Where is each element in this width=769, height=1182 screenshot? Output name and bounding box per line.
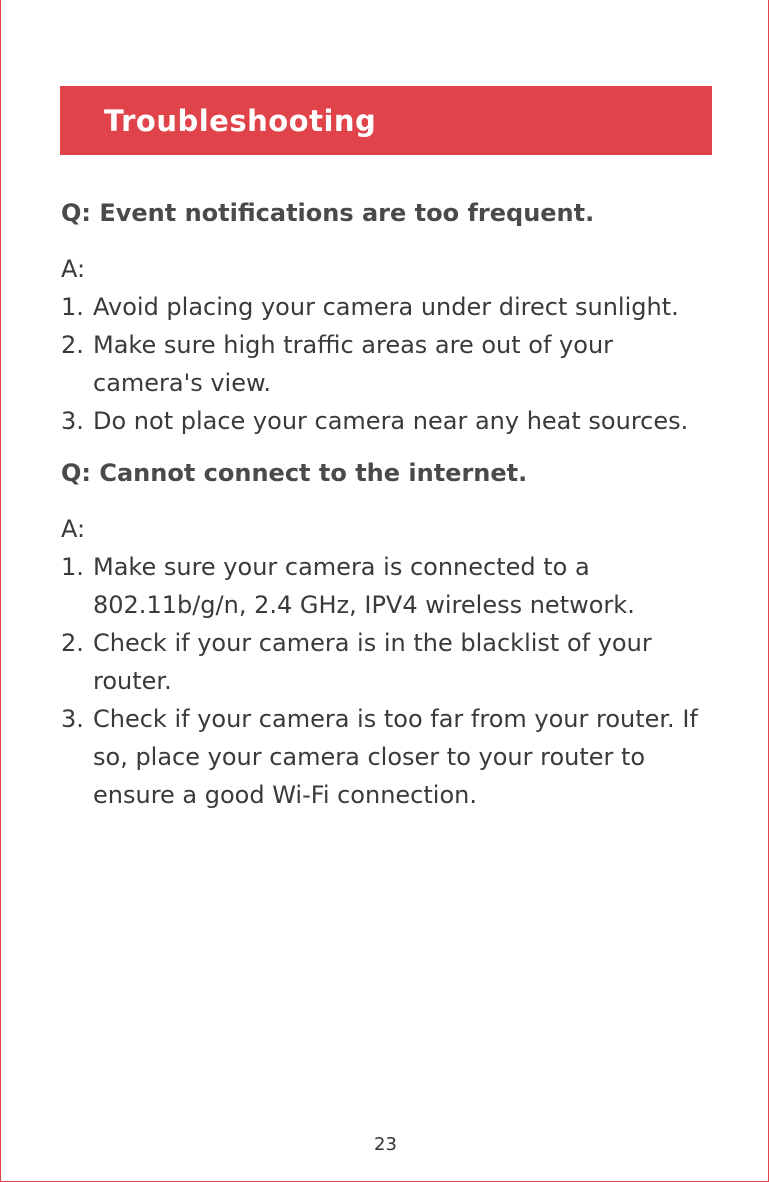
answer-number: 1. (61, 553, 84, 581)
faq-answer-item (61, 288, 721, 326)
faq-answer-item (61, 700, 721, 814)
faq-answer-label: A: (61, 255, 86, 283)
answer-number: 2. (61, 331, 84, 359)
faq-content (61, 194, 721, 814)
answer-number: 1. (61, 293, 84, 321)
faq-item-notifications (61, 194, 721, 440)
page-number: 23 (374, 1134, 397, 1155)
faq-question: Q: Event notifications are too frequent. (61, 199, 595, 227)
answer-text: Check if your camera is in the blacklist of your router. (93, 629, 652, 695)
faq-answer-item (61, 402, 721, 440)
faq-answer-item (61, 326, 721, 402)
faq-item-internet (61, 454, 721, 814)
answer-number: 3. (61, 407, 84, 435)
answer-text: Make sure high traffic areas are out of your camera's view. (93, 331, 614, 397)
answer-text: Check if your camera is too far from your router. If so, place your camera closer to your router to ensure a good Wi-Fi connection. (93, 705, 698, 809)
answer-text: Make sure your camera is connected to a 802.11b/g/n, 2.4 GHz, IPV4 wireless network. (93, 553, 635, 619)
faq-answer-item (61, 624, 721, 700)
faq-answer-item (61, 548, 721, 624)
answer-text: Avoid placing your camera under direct sunlight. (93, 293, 679, 321)
answer-number: 2. (61, 629, 84, 657)
answer-text: Do not place your camera near any heat sources. (93, 407, 689, 435)
faq-answer-list (61, 288, 721, 440)
section-header-bar (60, 86, 712, 155)
faq-answer-list (61, 548, 721, 814)
answer-number: 3. (61, 705, 84, 733)
faq-answer-label: A: (61, 515, 86, 543)
section-title: Troubleshooting (104, 103, 377, 138)
faq-question: Q: Cannot connect to the internet. (61, 459, 528, 487)
